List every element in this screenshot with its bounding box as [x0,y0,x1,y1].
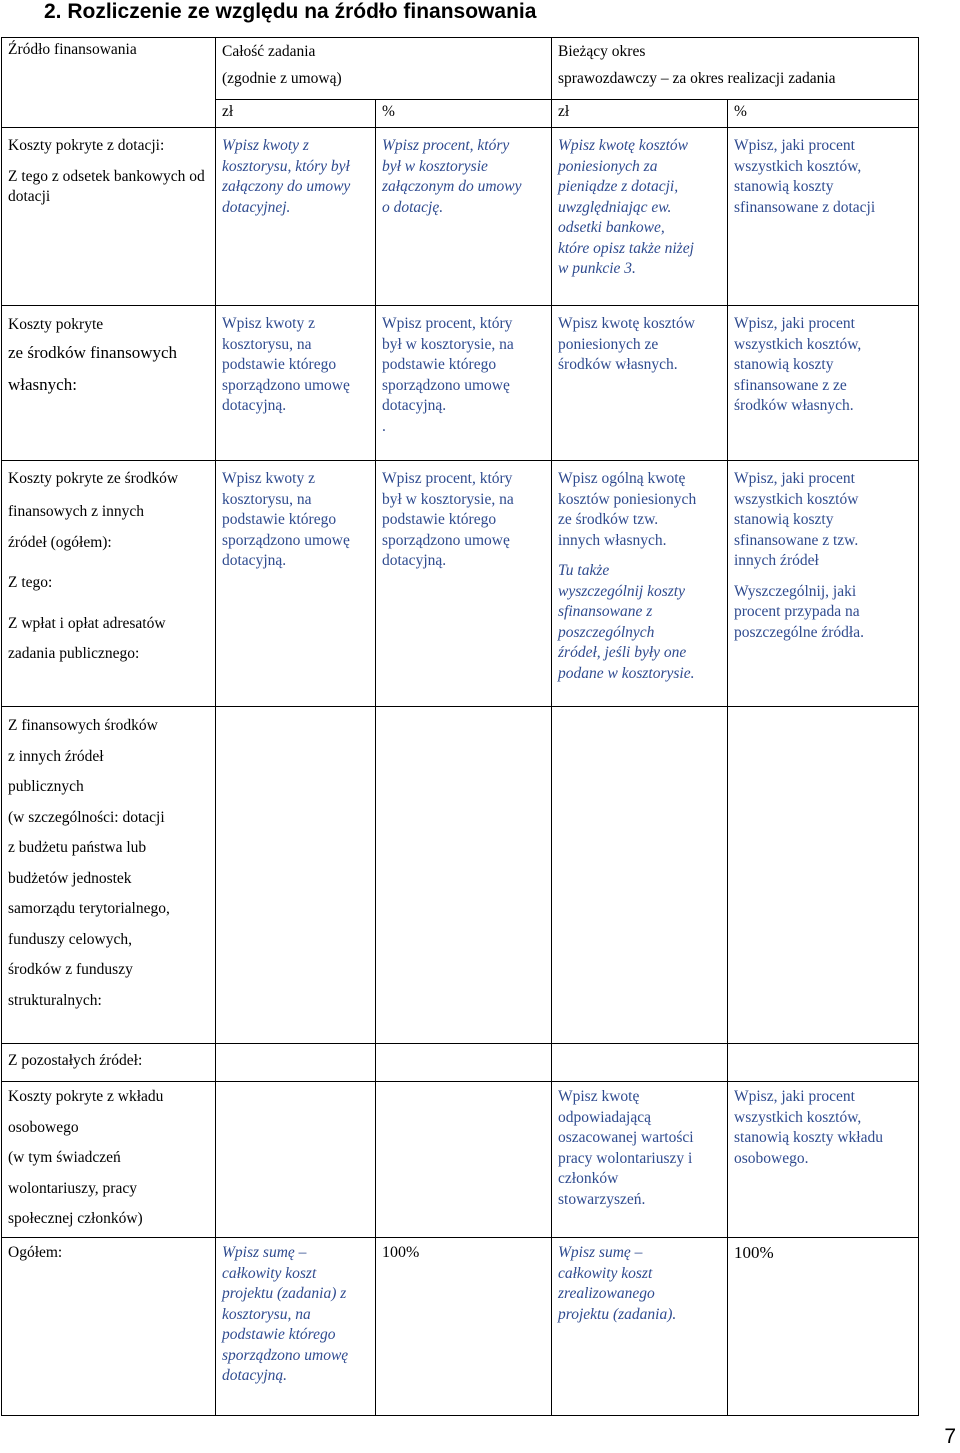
cell-pozostale-period-amount [552,1044,728,1082]
label-publiczne-line: środków z funduszy [8,961,133,978]
label-osobowy-line: Koszty pokryte z wkładu [8,1088,164,1105]
hint-wlasne-total-pct: Wpisz procent, który był w kosztorysie, na podstawie którego sporządzono umowę dotacyjną. . [382,315,514,435]
header-source-label: Źródło finansowania [8,41,137,58]
header-current-period [552,38,919,100]
hint-dotacja-total-pct: Wpisz procent, który był w kosztorysie załączonym do umowy o dotację. [382,137,522,216]
cell-dotacja-period-amount [552,128,728,306]
cell-pozostale-total-amount [216,1044,376,1082]
cell-ogolem-period-pct [728,1238,919,1416]
hint-wlasne-total-amount: Wpisz kwoty z kosztorysu, na podstawie którego sporządzono umowę dotacyjną. [222,315,350,414]
unit-pct-2: % [728,100,919,128]
label-inne-line6: zadania publicznego: [8,645,140,662]
cell-osobowy-period-amount [552,1082,728,1238]
cell-inne-period-pct [728,461,919,707]
label-osobowy-line: (w tym świadczeń [8,1149,121,1166]
table-row-dotacja [2,128,919,306]
ogolem-total-pct-value: 100% [382,1244,420,1261]
cell-inne-period-amount [552,461,728,707]
hint-ogolem-total-amount: Wpisz sumę – całkowity koszt projektu (zadania) z kosztorysu, na podstawie którego sporządzono umowę dotacyjną. [222,1244,349,1384]
label-publiczne-line: z budżetu państwa lub [8,839,147,856]
label-osobowy-line: wolontariuszy, pracy [8,1179,137,1197]
cell-publiczne-total-amount [216,707,376,1044]
table-row-wlasne [2,306,919,461]
table-row-pozostale [2,1044,919,1082]
label-dotacja-line2: Z tego z odsetek bankowych od dotacji [8,167,205,205]
table-row-inne [2,461,919,707]
label-inne-line1: Koszty pokryte ze środków [8,470,179,487]
hint-inne-period-pct: Wpisz, jaki procent wszystkich kosztów stanowią koszty sfinansowane z tzw. innych źródeł [734,470,859,569]
label-wlasne-line1: Koszty pokryte [8,316,104,333]
table-row-publiczne [2,707,919,1044]
cell-osobowy-period-pct [728,1082,919,1238]
section-heading: 2. Rozliczenie ze względu na źródło finansowania [44,0,537,23]
cell-publiczne-period-amount [552,707,728,1044]
label-inne-line2: finansowych z innych [8,503,145,520]
cell-inne-total-amount [216,461,376,707]
cell-wlasne-period-pct [728,306,919,461]
header-source [2,38,216,128]
cell-dotacja-total-amount [216,128,376,306]
hint-wlasne-period-pct: Wpisz, jaki procent wszystkich kosztów, stanowią koszty sfinansowane z ze środków własnych. [734,315,862,414]
hint-inne-total-pct: Wpisz procent, który był w kosztorysie, na podstawie którego sporządzono umowę dotacyjną. [382,470,514,569]
financing-table [1,37,919,1416]
label-wlasne-line3: własnych: [8,375,77,394]
header-total-task-line1: Całość zadania [222,43,316,60]
cell-osobowy-total-pct [376,1082,552,1238]
label-pozostale-text: Z pozostałych źródeł: [8,1052,143,1069]
header-current-period-line2: sprawozdawczy – za okres realizacji zadania [558,70,836,87]
ogolem-period-pct-value: 100% [734,1243,774,1262]
label-osobowy-line: społecznej członków) [8,1210,143,1227]
cell-ogolem-total-pct [376,1238,552,1416]
cell-osobowy-total-amount [216,1082,376,1238]
header-current-period-line1: Bieżący okres [558,43,646,60]
label-publiczne-line: publicznych [8,778,84,795]
label-dotacja-line1: Koszty pokryte z dotacji: [8,137,165,154]
label-publiczne-line: z innych źródeł [8,747,104,765]
cell-wlasne-total-amount [216,306,376,461]
cell-wlasne-total-pct [376,306,552,461]
label-publiczne-line: strukturalnych: [8,991,102,1009]
label-ogolem [2,1238,216,1416]
label-dotacja [2,128,216,306]
label-inne-line3: źródeł (ogółem): [8,533,112,551]
hint-wlasne-period-amount: Wpisz kwotę kosztów poniesionych ze środków własnych. [558,315,695,373]
hint-osobowy-period-amount: Wpisz kwotę odpowiadającą oszacowanej wartości pracy wolontariuszy i członków stowarzyszeń. [558,1088,694,1208]
cell-pozostale-total-pct [376,1044,552,1082]
label-ogolem-text: Ogółem: [8,1244,63,1261]
hint-inne-period-details: Tu także wyszczególnij koszty sfinansowane z poszczególnych źródeł, jeśli były one podane w kosztorysie. [558,562,695,682]
label-wlasne-line2: ze środków finansowych [8,343,178,362]
table-header-row [2,38,919,100]
cell-dotacja-total-pct [376,128,552,306]
unit-pct-1: % [376,100,552,128]
cell-publiczne-total-pct [376,707,552,1044]
label-wlasne [2,306,216,461]
label-inne-line4: Z tego: [8,574,53,591]
label-inne [2,461,216,707]
cell-dotacja-period-pct [728,128,919,306]
label-publiczne-line: samorządu terytorialnego, [8,900,170,917]
label-osobowy-line: osobowego [8,1118,79,1136]
unit-zl-2: zł [552,100,728,128]
label-osobowy [2,1082,216,1238]
header-total-task-line2: (zgodnie z umową) [222,70,342,87]
header-total-task [216,38,552,100]
hint-osobowy-period-pct: Wpisz, jaki procent wszystkich kosztów, stanowią koszty wkładu osobowego. [734,1088,883,1167]
label-pozostale [2,1044,216,1082]
cell-pozostale-period-pct [728,1044,919,1082]
label-publiczne-line: Z finansowych środków [8,717,158,734]
cell-ogolem-period-amount [552,1238,728,1416]
cell-ogolem-total-amount [216,1238,376,1416]
hint-inne-period-pct-details: Wyszczególnij, jaki procent przypada na poszczególne źródła. [734,582,864,641]
table-row-osobowy [2,1082,919,1238]
table-row-ogolem [2,1238,919,1416]
unit-zl-1: zł [216,100,376,128]
page-number: 7 [944,1425,956,1448]
label-publiczne-line: (w szczególności: dotacji [8,808,165,826]
hint-dotacja-period-pct: Wpisz, jaki procent wszystkich kosztów, stanowią koszty sfinansowane z dotacji [734,137,876,216]
cell-wlasne-period-amount [552,306,728,461]
label-inne-line5: Z wpłat i opłat adresatów [8,614,166,632]
hint-dotacja-period-amount: Wpisz kwotę kosztów poniesionych za pieniądze z dotacji, uwzględniając ew. odsetki bankowe, które opisz także niżej w punkcie 3. [558,137,694,277]
cell-publiczne-period-pct [728,707,919,1044]
hint-ogolem-period-amount: Wpisz sumę – całkowity koszt zrealizowanego projektu (zadania). [558,1244,677,1323]
hint-inne-period-amount: Wpisz ogólną kwotę kosztów poniesionych ze środków tzw. innych własnych. [558,470,697,549]
cell-inne-total-pct [376,461,552,707]
label-publiczne-line: budżetów jednostek [8,869,132,887]
hint-inne-total-amount: Wpisz kwoty z kosztorysu, na podstawie którego sporządzono umowę dotacyjną. [222,470,350,569]
label-publiczne-line: funduszy celowych, [8,930,132,948]
label-publiczne [2,707,216,1044]
hint-dotacja-total-amount: Wpisz kwoty z kosztorysu, który był załączony do umowy dotacyjnej. [222,137,351,216]
